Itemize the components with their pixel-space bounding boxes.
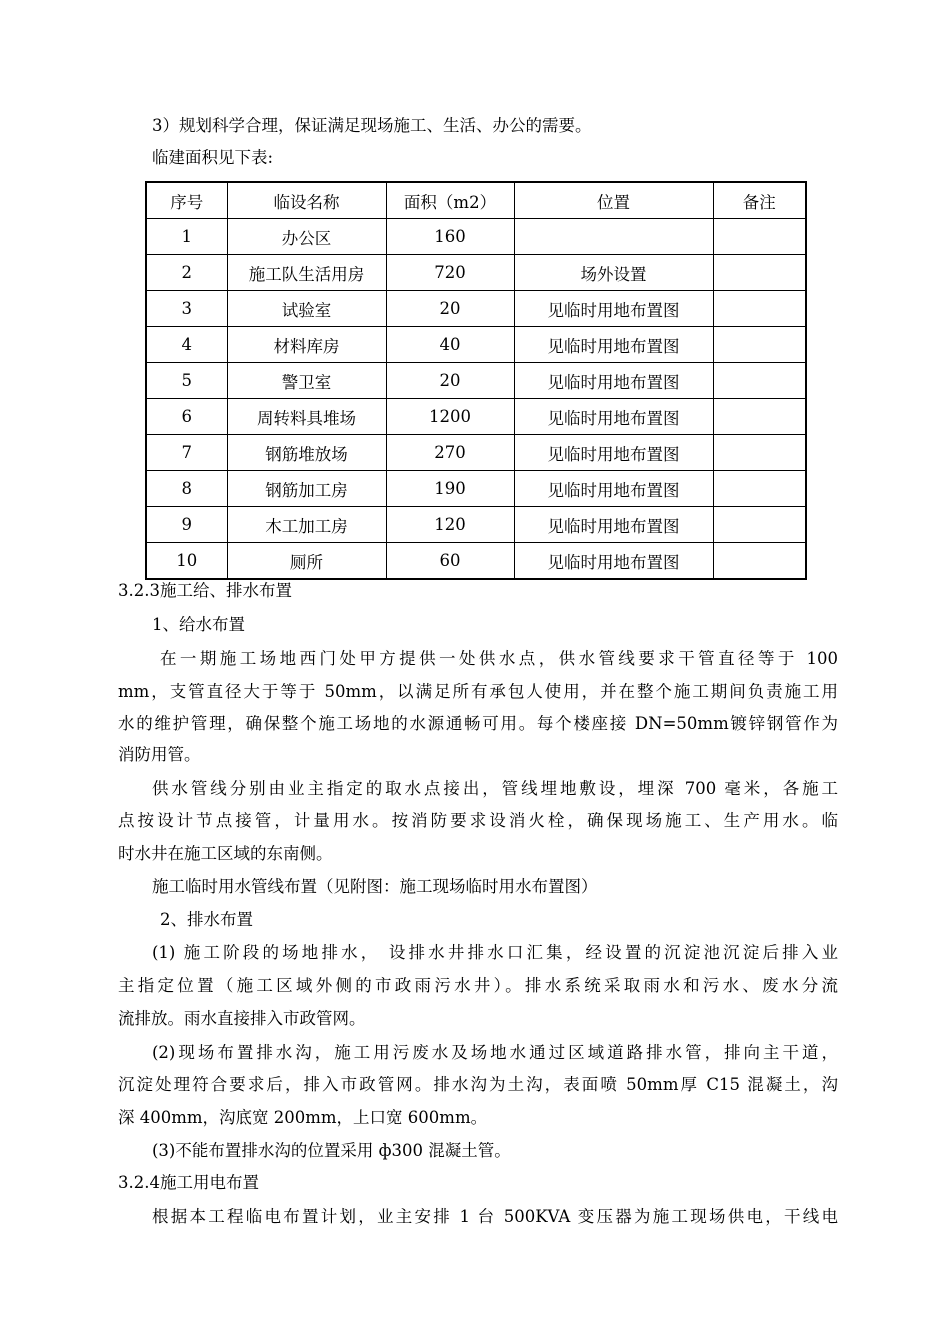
- header-cell: 面积（m2）: [386, 182, 514, 219]
- table-cell: 120: [386, 507, 514, 543]
- paragraph-line: 水的维护管理，确保整个施工场地的水源通畅可用。每个楼座接 DN=50mm镀锌钢管作为: [118, 714, 838, 733]
- paragraph-line: 在一期施工场地西门处甲方提供一处供水点，供水管线要求干管直径等于 100: [160, 649, 838, 668]
- paragraph-line: (2)现场布置排水沟，施工用污废水及场地水通过区域道路排水管，排向主干道，: [152, 1043, 838, 1062]
- table-cell: 见临时用地布置图: [514, 291, 713, 327]
- table-cell: [713, 507, 806, 543]
- table-row: [146, 399, 806, 435]
- table-cell: 270: [386, 435, 514, 471]
- table-cell: 见临时用地布置图: [514, 399, 713, 435]
- table-cell: 7: [146, 435, 227, 471]
- table-cell: 材料库房: [227, 327, 386, 363]
- section-heading-3-2-4: 3.2.4施工用电布置: [118, 1173, 259, 1192]
- table-header-row: [146, 182, 806, 219]
- table-cell: 1: [146, 219, 227, 255]
- table-cell: 6: [146, 399, 227, 435]
- table-cell: 3: [146, 291, 227, 327]
- table-cell: 190: [386, 471, 514, 507]
- intro-line-1: 3）规划科学合理，保证满足现场施工、生活、办公的需要。: [152, 116, 592, 135]
- table-cell: [713, 543, 806, 580]
- table-cell: [713, 327, 806, 363]
- table-cell: [713, 219, 806, 255]
- paragraph-line: 施工临时用水管线布置（见附图：施工现场临时用水布置图）: [152, 877, 598, 896]
- paragraph-line: (1) 施工阶段的场地排水， 设排水井排水口汇集，经设置的沉淀池沉淀后排入业: [152, 943, 838, 962]
- table-cell: 40: [386, 327, 514, 363]
- temporary-facilities-table: [145, 181, 807, 580]
- table-cell: 720: [386, 255, 514, 291]
- paragraph-line: 沉淀处理符合要求后，排入市政管网。排水沟为土沟，表面喷 50mm厚 C15 混凝土，沟: [118, 1075, 838, 1094]
- table-cell: 160: [386, 219, 514, 255]
- table-cell: [713, 435, 806, 471]
- table-cell: 20: [386, 291, 514, 327]
- table-cell: [713, 399, 806, 435]
- paragraph-line: (3)不能布置排水沟的位置采用 ф300 混凝土管。: [152, 1141, 511, 1160]
- table-row: [146, 219, 806, 255]
- paragraph-line: 点按设计节点接管，计量用水。按消防要求设消火栓，确保现场施工、生产用水。临: [118, 811, 838, 830]
- table-cell: 见临时用地布置图: [514, 543, 713, 580]
- header-cell: 临设名称: [227, 182, 386, 219]
- paragraph-line: 消防用管。: [118, 745, 201, 764]
- table-cell: 8: [146, 471, 227, 507]
- table-cell: 9: [146, 507, 227, 543]
- paragraph-line: 根据本工程临电布置计划，业主安排 1 台 500KVA 变压器为施工现场供电，干线电: [152, 1207, 838, 1226]
- table-cell: 施工队生活用房: [227, 255, 386, 291]
- paragraph-line: 流排放。雨水直接排入市政管网。: [118, 1009, 366, 1028]
- table-row: [146, 363, 806, 399]
- table-cell: 1200: [386, 399, 514, 435]
- table-cell: [713, 363, 806, 399]
- table-row: [146, 327, 806, 363]
- table-cell: 见临时用地布置图: [514, 507, 713, 543]
- paragraph-line: 深 400mm，沟底宽 200mm，上口宽 600mm。: [118, 1108, 488, 1127]
- table-row: [146, 255, 806, 291]
- table-cell: 见临时用地布置图: [514, 435, 713, 471]
- table-row: [146, 543, 806, 580]
- paragraph-line: 主指定位置（施工区域外侧的市政雨污水井）。排水系统采取雨水和污水、废水分流: [118, 976, 838, 995]
- table-cell: [713, 471, 806, 507]
- table-cell: 试验室: [227, 291, 386, 327]
- intro-line-2: 临建面积见下表:: [152, 148, 274, 167]
- table-cell: 钢筋堆放场: [227, 435, 386, 471]
- table-cell: 10: [146, 543, 227, 580]
- table-cell: 20: [386, 363, 514, 399]
- table-cell: 见临时用地布置图: [514, 363, 713, 399]
- table-cell: 5: [146, 363, 227, 399]
- table-cell: [713, 291, 806, 327]
- table-cell: [514, 219, 713, 255]
- subheading-water-supply: 1、给水布置: [152, 615, 245, 634]
- table-cell: 钢筋加工房: [227, 471, 386, 507]
- header-cell: 序号: [146, 182, 227, 219]
- table-cell: 警卫室: [227, 363, 386, 399]
- header-cell: 备注: [713, 182, 806, 219]
- table-cell: [713, 255, 806, 291]
- section-heading-3-2-3: 3.2.3施工给、排水布置: [118, 581, 292, 600]
- table-cell: 厕所: [227, 543, 386, 580]
- paragraph-line: 供水管线分别由业主指定的取水点接出，管线埋地敷设，埋深 700 毫米，各施工: [152, 779, 838, 798]
- header-cell: 位置: [514, 182, 713, 219]
- table-cell: 见临时用地布置图: [514, 471, 713, 507]
- table-cell: 周转料具堆场: [227, 399, 386, 435]
- table-row: [146, 471, 806, 507]
- paragraph-line: 时水井在施工区域的东南侧。: [118, 844, 333, 863]
- table-cell: 60: [386, 543, 514, 580]
- table-cell: 木工加工房: [227, 507, 386, 543]
- table-row: [146, 507, 806, 543]
- table-cell: 2: [146, 255, 227, 291]
- table-row: [146, 435, 806, 471]
- paragraph-line: mm，支管直径大于等于 50mm，以满足所有承包人使用，并在整个施工期间负责施工用: [118, 682, 838, 701]
- table-cell: 办公区: [227, 219, 386, 255]
- subheading-drainage: 2、排水布置: [160, 910, 253, 929]
- table-cell: 4: [146, 327, 227, 363]
- table-cell: 见临时用地布置图: [514, 327, 713, 363]
- table-row: [146, 291, 806, 327]
- table-cell: 场外设置: [514, 255, 713, 291]
